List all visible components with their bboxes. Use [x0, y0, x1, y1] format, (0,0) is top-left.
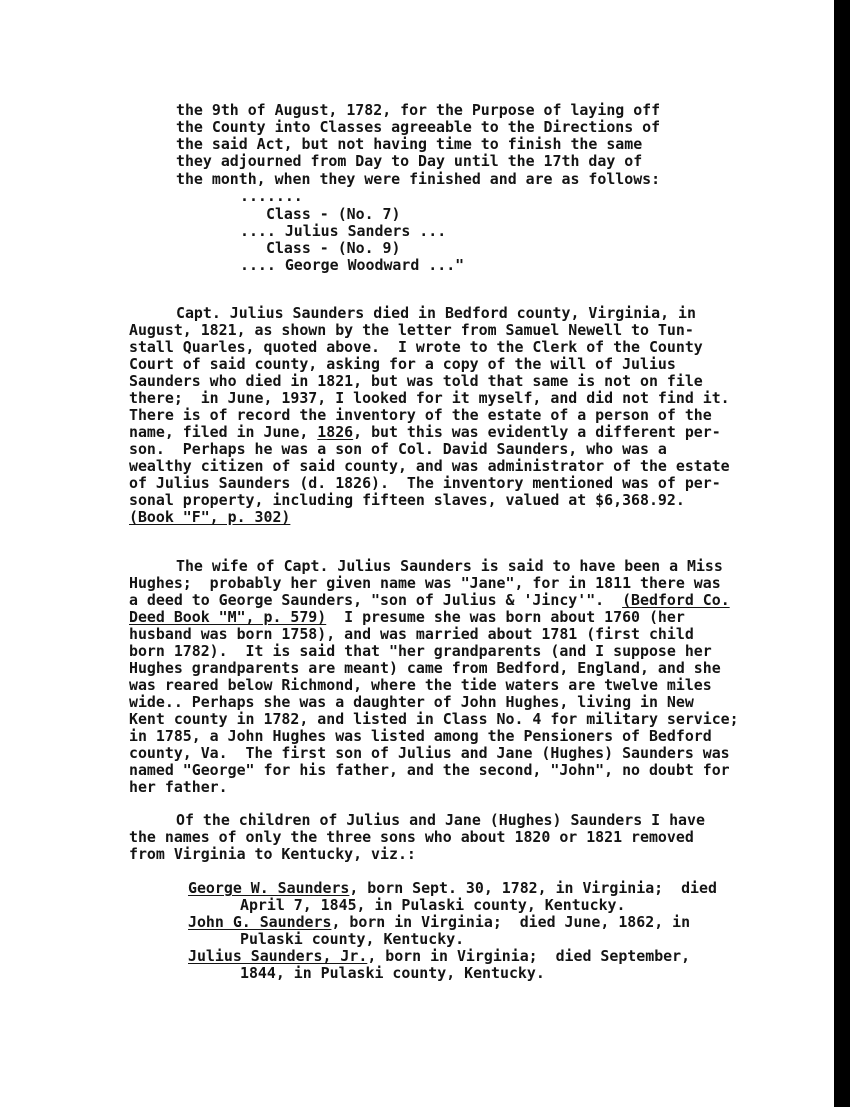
- deed-book-citation: Deed Book "M", p. 579): [129, 608, 327, 626]
- para2-line: The wife of Capt. Julius Saunders is said to have been a Miss: [176, 557, 723, 575]
- opening-line: the month, when they were finished and are as follows:: [176, 170, 661, 188]
- opening-line: the said Act, but not having time to finish the same: [176, 135, 643, 153]
- para2-line: was reared below Richmond, where the tide waters are twelve miles: [129, 676, 712, 694]
- para3-line: from Virginia to Kentucky, viz.:: [129, 845, 416, 863]
- para2-line: her father.: [129, 778, 228, 796]
- para2-line: named "George" for his father, and the second, "John", no doubt for: [129, 761, 730, 779]
- scan-edge-border: [834, 0, 850, 1107]
- son-details: , born in Virginia; died September,: [367, 947, 691, 965]
- para2-line: in 1785, a John Hughes was listed among the Pensioners of Bedford: [129, 727, 712, 745]
- para2-line: husband was born 1758), and was married about 1781 (first child: [129, 625, 694, 643]
- para3-line: Of the children of Julius and Jane (Hughes) Saunders I have: [176, 811, 705, 829]
- para1-line: Court of said county, asking for a copy of the will of Julius: [129, 355, 676, 373]
- son-entry: [188, 914, 690, 931]
- book-citation: (Book "F", p. 302): [129, 508, 291, 526]
- para1-line: there; in June, 1937, I looked for it myself, and did not find it.: [129, 389, 730, 407]
- son-name: John G. Saunders: [188, 913, 332, 931]
- class-7-heading: Class - (No. 7): [266, 205, 401, 223]
- son-name: Julius Saunders, Jr.: [188, 947, 368, 965]
- para2-line: Hughes grandparents are meant) came from Bedford, England, and she: [129, 659, 721, 677]
- opening-line: they adjourned from Day to Day until the 17th day of: [176, 152, 643, 170]
- para1-line: [129, 424, 721, 441]
- para2-text: a deed to George Saunders, "son of Julius & 'Jincy'".: [129, 591, 623, 609]
- opening-line: the County into Classes agreeable to the Directions of: [176, 118, 661, 136]
- class-dots: .......: [240, 187, 303, 205]
- year-1826-underlined: 1826: [317, 423, 354, 441]
- son-name: George W. Saunders: [188, 879, 350, 897]
- son-entry: [188, 880, 717, 897]
- para1-line: sonal property, including fifteen slaves, valued at $6,368.92.: [129, 491, 685, 509]
- para3-line: the names of only the three sons who about 1820 or 1821 removed: [129, 828, 694, 846]
- para2-line: [129, 592, 730, 609]
- para1-line: wealthy citizen of said county, and was administrator of the estate: [129, 457, 730, 475]
- para1-line: of Julius Saunders (d. 1826). The inventory mentioned was of per-: [129, 474, 721, 492]
- son-details: , born Sept. 30, 1782, in Virginia; died: [349, 879, 717, 897]
- son-details: , born in Virginia; died June, 1862, in: [331, 913, 691, 931]
- para1-text: name, filed in June,: [129, 423, 318, 441]
- para1-line: August, 1821, as shown by the letter from Samuel Newell to Tun-: [129, 321, 694, 339]
- son-entry-continued: 1844, in Pulaski county, Kentucky.: [240, 964, 545, 982]
- para1-line: There is of record the inventory of the estate of a person of the: [129, 406, 712, 424]
- bedford-citation: (Bedford Co.: [622, 591, 730, 609]
- para2-line: Hughes; probably her given name was "Jane", for in 1811 there was: [129, 574, 721, 592]
- opening-line: the 9th of August, 1782, for the Purpose of laying off: [176, 101, 661, 119]
- para1-line: Saunders who died in 1821, but was told that same is not on file: [129, 372, 703, 390]
- class-9-heading: Class - (No. 9): [266, 239, 401, 257]
- son-entry-continued: April 7, 1845, in Pulaski county, Kentucky.: [240, 896, 626, 914]
- para2-line: born 1782). It is said that "her grandparents (and I suppose her: [129, 642, 712, 660]
- class-9-name: .... George Woodward ...": [240, 256, 465, 274]
- para1-text: , but this was evidently a different per-: [353, 423, 721, 441]
- para2-line: Kent county in 1782, and listed in Class No. 4 for military service;: [129, 710, 739, 728]
- para2-text: I presume she was born about 1760 (her: [326, 608, 685, 626]
- para2-line: wide.. Perhaps she was a daughter of John Hughes, living in New: [129, 693, 694, 711]
- son-entry-continued: Pulaski county, Kentucky.: [240, 930, 465, 948]
- para1-line: son. Perhaps he was a son of Col. David Saunders, who was a: [129, 440, 667, 458]
- son-entry: [188, 948, 690, 965]
- para1-line: Capt. Julius Saunders died in Bedford county, Virginia, in: [176, 304, 696, 322]
- para1-line: stall Quarles, quoted above. I wrote to the Clerk of the County: [129, 338, 703, 356]
- para2-line: county, Va. The first son of Julius and Jane (Hughes) Saunders was: [129, 744, 730, 762]
- class-7-name: .... Julius Sanders ...: [240, 222, 447, 240]
- para2-line: [129, 609, 685, 626]
